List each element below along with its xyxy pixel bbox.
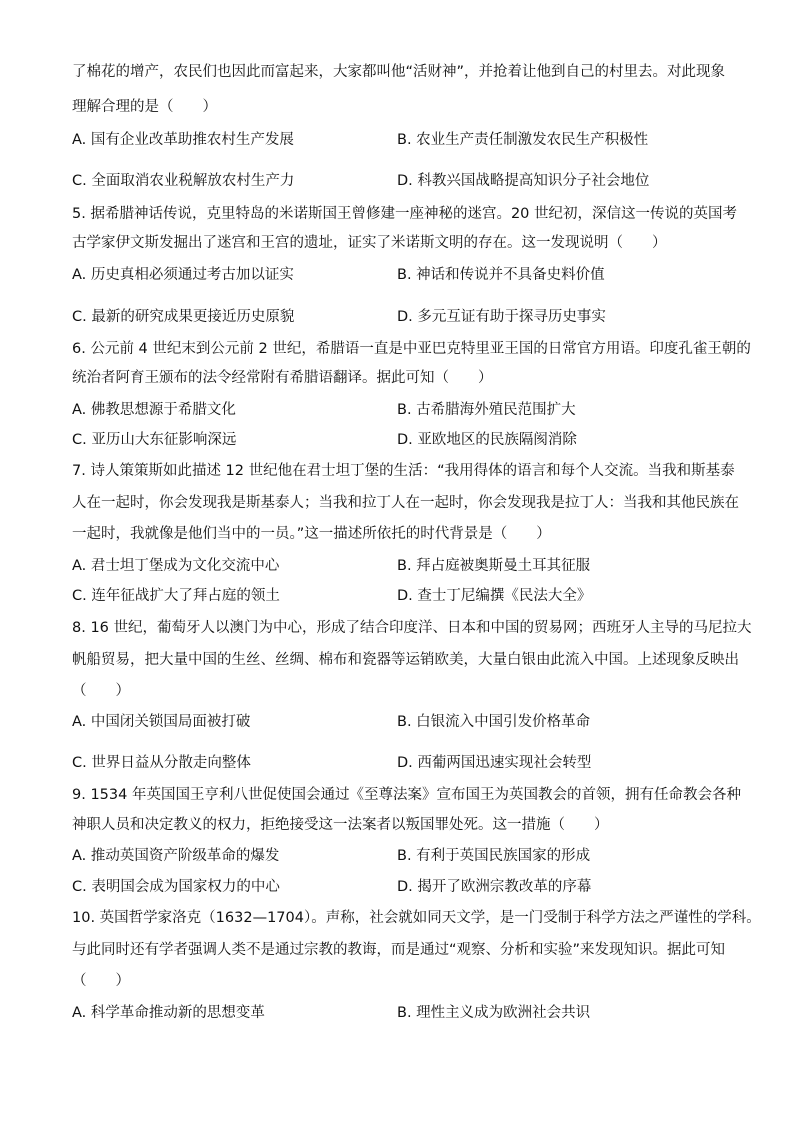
q4-option-b[interactable]: B. 农业生产责任制激发农民生产积极性 <box>397 132 649 148</box>
q8-option-b[interactable]: B. 白银流入中国引发价格革命 <box>397 714 591 730</box>
q6-option-b[interactable]: B. 古希腊海外殖民范围扩大 <box>397 402 576 418</box>
q5-stem-line-2: 古学家伊文斯发掘出了迷宫和王宫的遗址，证实了米诺斯文明的存在。这一发现说明（ ） <box>72 235 667 251</box>
q5-option-a[interactable]: A. 历史真相必须通过考古加以证实 <box>72 267 294 283</box>
q9-option-a[interactable]: A. 推动英国资产阶级革命的爆发 <box>72 848 280 864</box>
q5-option-d[interactable]: D. 多元互证有助于探寻历史事实 <box>397 309 606 325</box>
q10-option-b[interactable]: B. 理性主义成为欧洲社会共识 <box>397 1005 591 1021</box>
q4-option-a[interactable]: A. 国有企业改革助推农村生产发展 <box>72 132 294 148</box>
q7-stem-line-1: 7. 诗人策策斯如此描述 12 世纪他在君士坦丁堡的生活：“我用得体的语言和每个人交流。当我和斯基泰 <box>72 463 735 479</box>
q9-stem-line-1: 9. 1534 年英国国王亨利八世促使国会通过《至尊法案》宣布国王为英国教会的首领，拥有任命教会各种 <box>72 787 741 803</box>
q4-stem-line-2: 理解合理的是（ ） <box>72 99 217 115</box>
q8-stem-line-3: （ ） <box>72 683 130 699</box>
q6-stem-line-2: 统治者阿育王颁布的法令经常附有希腊语翻译。据此可知（ ） <box>72 370 493 386</box>
q9-option-c[interactable]: C. 表明国会成为国家权力的中心 <box>72 879 280 895</box>
q8-stem-line-2: 帆船贸易，把大量中国的生丝、丝绸、棉布和瓷器等运销欧美，大量白银由此流入中国。上述现象反映出 <box>72 652 739 668</box>
q10-stem-line-3: （ ） <box>72 973 130 989</box>
q5-option-c[interactable]: C. 最新的研究成果更接近历史原貌 <box>72 309 295 325</box>
q7-option-b[interactable]: B. 拜占庭被奥斯曼土耳其征服 <box>397 558 591 574</box>
q4-option-d[interactable]: D. 科教兴国战略提高知识分子社会地位 <box>397 173 650 189</box>
q5-stem-line-1: 5. 据希腊神话传说，克里特岛的米诺斯国王曾修建一座神秘的迷宫。20 世纪初，深信这一传说的英国考 <box>72 206 737 222</box>
q7-stem-line-2: 人在一起时，你会发现我是斯基泰人；当我和拉丁人在一起时，你会发现我是拉丁人：当我和其他民族在 <box>72 495 739 511</box>
q9-option-b[interactable]: B. 有利于英国民族国家的形成 <box>397 848 591 864</box>
q4-stem-line-1: 了棉花的增产，农民们也因此而富起来，大家都叫他“活财神”，并抢着让他到自己的村里去。对此现象 <box>72 64 726 80</box>
q8-stem-line-1: 8. 16 世纪，葡萄牙人以澳门为中心，形成了结合印度洋、日本和中国的贸易网；西班牙人主导的马尼拉大 <box>72 620 752 636</box>
q6-option-a[interactable]: A. 佛教思想源于希腊文化 <box>72 402 236 418</box>
q6-option-d[interactable]: D. 亚欧地区的民族隔阂消除 <box>397 432 577 448</box>
q9-option-d[interactable]: D. 揭开了欧洲宗教改革的序幕 <box>397 879 592 895</box>
q8-option-c[interactable]: C. 世界日益从分散走向整体 <box>72 755 251 771</box>
q5-option-b[interactable]: B. 神话和传说并不具备史料价值 <box>397 267 605 283</box>
q10-stem-line-2: 与此同时还有学者强调人类不是通过宗教的教诲，而是通过“观察、分析和实验”来发现知识。据此可知 <box>72 942 726 958</box>
q6-option-c[interactable]: C. 亚历山大东征影响深远 <box>72 432 237 448</box>
q10-option-a[interactable]: A. 科学革命推动新的思想变革 <box>72 1005 265 1021</box>
q4-option-c[interactable]: C. 全面取消农业税解放农村生产力 <box>72 173 295 189</box>
q7-option-c[interactable]: C. 连年征战扩大了拜占庭的领土 <box>72 588 280 604</box>
q10-stem-line-1: 10. 英国哲学家洛克（1632—1704）。声称，社会就如同天文学，是一门受制于科学方法之严谨性的学科。 <box>72 910 761 926</box>
q9-stem-line-2: 神职人员和决定教义的权力，拒绝接受这一法案者以叛国罪处死。这一措施（ ） <box>72 817 609 833</box>
q7-option-d[interactable]: D. 查士丁尼编撰《民法大全》 <box>397 588 592 604</box>
q7-option-a[interactable]: A. 君士坦丁堡成为文化交流中心 <box>72 558 280 574</box>
q6-stem-line-1: 6. 公元前 4 世纪末到公元前 2 世纪，希腊语一直是中亚巴克特里亚王国的日常官方用语。印度孔雀王朝的 <box>72 341 751 357</box>
q8-option-a[interactable]: A. 中国闭关锁国局面被打破 <box>72 714 251 730</box>
q7-stem-line-3: 一起时，我就像是他们当中的一员。”这一描述所依托的时代背景是（ ） <box>72 526 551 542</box>
q8-option-d[interactable]: D. 西葡两国迅速实现社会转型 <box>397 755 592 771</box>
